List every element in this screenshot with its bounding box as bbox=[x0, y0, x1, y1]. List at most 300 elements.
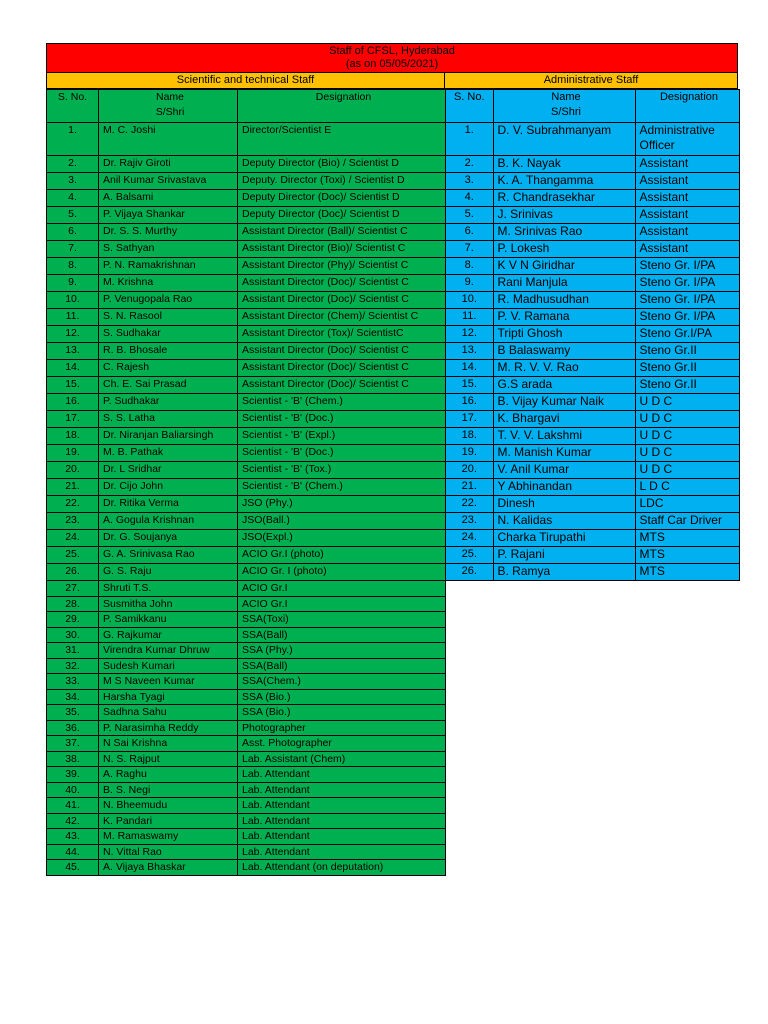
table-row bbox=[47, 813, 446, 829]
tables-container bbox=[46, 89, 738, 876]
scientific-staff-body bbox=[47, 123, 446, 876]
table-row bbox=[47, 751, 446, 767]
sno-cell: 13. bbox=[446, 343, 493, 360]
designation-cell: Assistant Director (Doc)/ Scientist C bbox=[238, 275, 446, 292]
designation-cell: L D C bbox=[635, 479, 739, 496]
sno-cell: 32. bbox=[47, 658, 99, 674]
sno-cell: 20. bbox=[446, 462, 493, 479]
table-row bbox=[47, 241, 446, 258]
table-row bbox=[446, 360, 739, 377]
name-cell: N Sai Krishna bbox=[99, 736, 238, 752]
sno-cell: 21. bbox=[446, 479, 493, 496]
table-row bbox=[47, 782, 446, 798]
name-cell: R. Chandrasekhar bbox=[493, 190, 635, 207]
designation-cell: Steno Gr. I/PA bbox=[635, 258, 739, 275]
name-cell: M. R. V. V. Rao bbox=[493, 360, 635, 377]
table-row bbox=[446, 224, 739, 241]
name-cell: N. S. Rajput bbox=[99, 751, 238, 767]
name-cell: Dr. G. Soujanya bbox=[99, 530, 238, 547]
designation-cell: Staff Car Driver bbox=[635, 513, 739, 530]
sno-cell: 18. bbox=[446, 428, 493, 445]
sno-cell: 44. bbox=[47, 844, 99, 860]
designation-cell: Lab. Assistant (Chem) bbox=[238, 751, 446, 767]
designation-cell: Assistant Director (Chem)/ Scientist C bbox=[238, 309, 446, 326]
table-row bbox=[47, 547, 446, 564]
designation-cell: Deputy Director (Doc)/ Scientist D bbox=[238, 207, 446, 224]
name-header-label: Name bbox=[551, 91, 581, 103]
name-cell: Dr. Cijo John bbox=[99, 479, 238, 496]
designation-header: Designation bbox=[635, 90, 739, 123]
sno-header: S. No. bbox=[446, 90, 493, 123]
sno-cell: 14. bbox=[446, 360, 493, 377]
sno-cell: 7. bbox=[446, 241, 493, 258]
table-row bbox=[446, 564, 739, 581]
designation-cell: Steno Gr.II bbox=[635, 343, 739, 360]
table-row bbox=[446, 496, 739, 513]
scientific-staff-table bbox=[46, 89, 446, 876]
name-cell: N. Bheemudu bbox=[99, 798, 238, 814]
designation-cell: SSA(Ball) bbox=[238, 658, 446, 674]
designation-cell: Steno Gr. I/PA bbox=[635, 275, 739, 292]
sno-cell: 8. bbox=[47, 258, 99, 275]
table-row bbox=[47, 309, 446, 326]
designation-cell: ACIO Gr.I bbox=[238, 581, 446, 597]
designation-cell: Assistant Director (Ball)/ Scientist C bbox=[238, 224, 446, 241]
table-row bbox=[47, 275, 446, 292]
designation-cell: JSO(Ball.) bbox=[238, 513, 446, 530]
designation-cell: ACIO Gr.I (photo) bbox=[238, 547, 446, 564]
sno-cell: 14. bbox=[47, 360, 99, 377]
table-row bbox=[446, 462, 739, 479]
sno-cell: 34. bbox=[47, 689, 99, 705]
table-row bbox=[47, 736, 446, 752]
name-cell: R. B. Bhosale bbox=[99, 343, 238, 360]
designation-cell: Scientist - 'B' (Chem.) bbox=[238, 394, 446, 411]
table-row bbox=[47, 224, 446, 241]
designation-cell: SSA(Toxi) bbox=[238, 612, 446, 628]
designation-cell: Photographer bbox=[238, 720, 446, 736]
designation-cell: Assistant Director (Tox)/ ScientistC bbox=[238, 326, 446, 343]
sno-cell: 26. bbox=[446, 564, 493, 581]
table-row bbox=[47, 496, 446, 513]
sno-cell: 37. bbox=[47, 736, 99, 752]
table-row bbox=[47, 530, 446, 547]
designation-cell: Deputy. Director (Toxi) / Scientist D bbox=[238, 173, 446, 190]
sno-cell: 39. bbox=[47, 767, 99, 783]
sno-cell: 45. bbox=[47, 860, 99, 876]
designation-cell: Lab. Attendant bbox=[238, 844, 446, 860]
sno-cell: 10. bbox=[47, 292, 99, 309]
sno-cell: 18. bbox=[47, 428, 99, 445]
designation-cell: U D C bbox=[635, 462, 739, 479]
name-cell: N. Kalidas bbox=[493, 513, 635, 530]
designation-cell: Lab. Attendant bbox=[238, 782, 446, 798]
sno-cell: 12. bbox=[47, 326, 99, 343]
name-cell: B. S. Negi bbox=[99, 782, 238, 798]
table-row bbox=[446, 207, 739, 224]
table-row bbox=[446, 173, 739, 190]
table-row bbox=[47, 394, 446, 411]
name-header-label: Name bbox=[155, 91, 184, 103]
designation-cell: ACIO Gr.I bbox=[238, 596, 446, 612]
designation-cell: SSA (Phy.) bbox=[238, 643, 446, 659]
name-cell: A. Vijaya Bhaskar bbox=[99, 860, 238, 876]
table-row bbox=[47, 860, 446, 876]
sno-cell: 22. bbox=[47, 496, 99, 513]
name-cell: M. Ramaswamy bbox=[99, 829, 238, 845]
sno-cell: 1. bbox=[47, 123, 99, 156]
name-cell: P. Venugopala Rao bbox=[99, 292, 238, 309]
name-cell: D. V. Subrahmanyam bbox=[493, 123, 635, 156]
designation-cell: U D C bbox=[635, 428, 739, 445]
sno-cell: 5. bbox=[47, 207, 99, 224]
table-row bbox=[47, 377, 446, 394]
name-cell: M. B. Pathak bbox=[99, 445, 238, 462]
designation-cell: Scientist - 'B' (Tox.) bbox=[238, 462, 446, 479]
sno-cell: 41. bbox=[47, 798, 99, 814]
administrative-staff-body bbox=[446, 123, 739, 581]
sno-cell: 9. bbox=[47, 275, 99, 292]
sno-cell: 3. bbox=[446, 173, 493, 190]
table-row bbox=[446, 190, 739, 207]
name-cell: V. Anil Kumar bbox=[493, 462, 635, 479]
name-cell: K. A. Thangamma bbox=[493, 173, 635, 190]
name-cell: R. Madhusudhan bbox=[493, 292, 635, 309]
table-row bbox=[47, 173, 446, 190]
name-cell: J. Srinivas bbox=[493, 207, 635, 224]
name-cell: N. Vittal Rao bbox=[99, 844, 238, 860]
table-row bbox=[47, 643, 446, 659]
sno-cell: 24. bbox=[47, 530, 99, 547]
name-cell: P. Narasimha Reddy bbox=[99, 720, 238, 736]
sno-cell: 16. bbox=[47, 394, 99, 411]
designation-cell: Assistant Director (Bio)/ Scientist C bbox=[238, 241, 446, 258]
name-cell: Shruti T.S. bbox=[99, 581, 238, 597]
sno-cell: 8. bbox=[446, 258, 493, 275]
designation-cell: MTS bbox=[635, 564, 739, 581]
name-cell: K V N Giridhar bbox=[493, 258, 635, 275]
designation-cell: U D C bbox=[635, 394, 739, 411]
table-row bbox=[47, 689, 446, 705]
table-row bbox=[47, 596, 446, 612]
sno-cell: 2. bbox=[446, 156, 493, 173]
sno-cell: 17. bbox=[446, 411, 493, 428]
name-cell: S. N. Rasool bbox=[99, 309, 238, 326]
designation-cell: MTS bbox=[635, 547, 739, 564]
section-header-row bbox=[46, 73, 738, 89]
name-cell: Susmitha John bbox=[99, 596, 238, 612]
sno-cell: 31. bbox=[47, 643, 99, 659]
name-cell: G.S arada bbox=[493, 377, 635, 394]
table-row bbox=[446, 241, 739, 258]
name-cell: Sudesh Kumari bbox=[99, 658, 238, 674]
table-row bbox=[47, 767, 446, 783]
sno-cell: 40. bbox=[47, 782, 99, 798]
sno-cell: 1. bbox=[446, 123, 493, 156]
name-header bbox=[493, 90, 635, 123]
designation-cell: Steno Gr. I/PA bbox=[635, 309, 739, 326]
name-cell: P. Lokesh bbox=[493, 241, 635, 258]
table-row bbox=[446, 343, 739, 360]
designation-cell: Assistant Director (Doc)/ Scientist C bbox=[238, 343, 446, 360]
sno-cell: 25. bbox=[47, 547, 99, 564]
name-header-sub: S/Shri bbox=[551, 106, 581, 118]
table-row bbox=[446, 530, 739, 547]
sno-cell: 29. bbox=[47, 612, 99, 628]
designation-cell: Assistant bbox=[635, 241, 739, 258]
designation-cell: Director/Scientist E bbox=[238, 123, 446, 156]
sno-cell: 5. bbox=[446, 207, 493, 224]
table-row bbox=[446, 377, 739, 394]
name-cell: Tripti Ghosh bbox=[493, 326, 635, 343]
name-cell: A. Raghu bbox=[99, 767, 238, 783]
name-cell: B Balaswamy bbox=[493, 343, 635, 360]
table-row bbox=[446, 123, 739, 156]
name-cell: K. Pandari bbox=[99, 813, 238, 829]
sheet-title bbox=[46, 43, 738, 73]
designation-cell: SSA(Chem.) bbox=[238, 674, 446, 690]
sno-cell: 38. bbox=[47, 751, 99, 767]
name-cell: Dr. L Sridhar bbox=[99, 462, 238, 479]
sno-cell: 11. bbox=[47, 309, 99, 326]
sno-cell: 27. bbox=[47, 581, 99, 597]
table-row bbox=[47, 612, 446, 628]
sno-cell: 6. bbox=[446, 224, 493, 241]
sno-cell: 21. bbox=[47, 479, 99, 496]
sno-cell: 20. bbox=[47, 462, 99, 479]
designation-cell: Lab. Attendant bbox=[238, 829, 446, 845]
name-cell: A. Balsami bbox=[99, 190, 238, 207]
table-row bbox=[47, 258, 446, 275]
sno-cell: 35. bbox=[47, 705, 99, 721]
table-row bbox=[446, 258, 739, 275]
name-cell: P. N. Ramakrishnan bbox=[99, 258, 238, 275]
name-header bbox=[99, 90, 238, 123]
table-row bbox=[446, 547, 739, 564]
sno-cell: 2. bbox=[47, 156, 99, 173]
designation-cell: MTS bbox=[635, 530, 739, 547]
designation-cell: U D C bbox=[635, 445, 739, 462]
designation-cell: Asst. Photographer bbox=[238, 736, 446, 752]
sno-cell: 36. bbox=[47, 720, 99, 736]
name-cell: T. V. V. Lakshmi bbox=[493, 428, 635, 445]
designation-cell: Assistant Director (Doc)/ Scientist C bbox=[238, 292, 446, 309]
designation-cell: Scientist - 'B' (Expl.) bbox=[238, 428, 446, 445]
designation-cell: Assistant bbox=[635, 190, 739, 207]
designation-cell: SSA (Bio.) bbox=[238, 689, 446, 705]
name-cell: Charka Tirupathi bbox=[493, 530, 635, 547]
sno-cell: 15. bbox=[47, 377, 99, 394]
table-row bbox=[47, 564, 446, 581]
table-row bbox=[446, 292, 739, 309]
name-cell: Anil Kumar Srivastava bbox=[99, 173, 238, 190]
sno-cell: 15. bbox=[446, 377, 493, 394]
name-cell: A. Gogula Krishnan bbox=[99, 513, 238, 530]
table-row bbox=[47, 343, 446, 360]
designation-cell: Scientist - 'B' (Doc.) bbox=[238, 411, 446, 428]
sno-cell: 43. bbox=[47, 829, 99, 845]
table-row bbox=[446, 156, 739, 173]
designation-cell: Assistant bbox=[635, 156, 739, 173]
name-cell: Virendra Kumar Dhruw bbox=[99, 643, 238, 659]
sno-cell: 19. bbox=[47, 445, 99, 462]
sno-cell: 6. bbox=[47, 224, 99, 241]
name-cell: K. Bhargavi bbox=[493, 411, 635, 428]
table-row bbox=[446, 513, 739, 530]
designation-cell: U D C bbox=[635, 411, 739, 428]
table-row bbox=[47, 445, 446, 462]
designation-cell: Lab. Attendant bbox=[238, 767, 446, 783]
title-line-1: Staff of CFSL, Hyderabad bbox=[329, 45, 455, 57]
table-row bbox=[47, 292, 446, 309]
table-row bbox=[47, 360, 446, 377]
designation-cell: Steno Gr.I/PA bbox=[635, 326, 739, 343]
designation-cell: Assistant bbox=[635, 224, 739, 241]
sno-cell: 28. bbox=[47, 596, 99, 612]
designation-cell: Deputy Director (Bio) / Scientist D bbox=[238, 156, 446, 173]
name-cell: G. A. Srinivasa Rao bbox=[99, 547, 238, 564]
designation-header: Designation bbox=[238, 90, 446, 123]
name-cell: S. Sathyan bbox=[99, 241, 238, 258]
designation-cell: SSA (Bio.) bbox=[238, 705, 446, 721]
sno-cell: 13. bbox=[47, 343, 99, 360]
name-cell: Dr. S. S. Murthy bbox=[99, 224, 238, 241]
table-row bbox=[47, 720, 446, 736]
table-row bbox=[47, 829, 446, 845]
sno-cell: 9. bbox=[446, 275, 493, 292]
table-row bbox=[47, 798, 446, 814]
section-administrative-title: Administrative Staff bbox=[445, 73, 738, 89]
sno-cell: 23. bbox=[47, 513, 99, 530]
designation-cell: Assistant Director (Doc)/ Scientist C bbox=[238, 360, 446, 377]
sno-cell: 25. bbox=[446, 547, 493, 564]
sno-cell: 26. bbox=[47, 564, 99, 581]
designation-cell: Administrative Officer bbox=[635, 123, 739, 156]
table-row bbox=[446, 411, 739, 428]
table-row bbox=[47, 513, 446, 530]
table-row bbox=[47, 705, 446, 721]
designation-cell: Assistant Director (Phy)/ Scientist C bbox=[238, 258, 446, 275]
sno-cell: 3. bbox=[47, 173, 99, 190]
sno-cell: 12. bbox=[446, 326, 493, 343]
table-row bbox=[47, 190, 446, 207]
name-cell: P. Samikkanu bbox=[99, 612, 238, 628]
designation-cell: LDC bbox=[635, 496, 739, 513]
designation-cell: Steno Gr. I/PA bbox=[635, 292, 739, 309]
sno-cell: 16. bbox=[446, 394, 493, 411]
table-row bbox=[47, 479, 446, 496]
designation-cell: JSO (Phy.) bbox=[238, 496, 446, 513]
name-cell: Dr. Ritika Verma bbox=[99, 496, 238, 513]
name-cell: M. Manish Kumar bbox=[493, 445, 635, 462]
administrative-staff-table bbox=[446, 89, 740, 581]
table-row bbox=[47, 326, 446, 343]
sno-cell: 22. bbox=[446, 496, 493, 513]
designation-cell: Steno Gr.II bbox=[635, 360, 739, 377]
sno-cell: 11. bbox=[446, 309, 493, 326]
name-cell: M. Srinivas Rao bbox=[493, 224, 635, 241]
table-header-row bbox=[446, 90, 739, 123]
name-cell: P. Sudhakar bbox=[99, 394, 238, 411]
name-cell: B. K. Nayak bbox=[493, 156, 635, 173]
name-cell: Ch. E. Sai Prasad bbox=[99, 377, 238, 394]
table-row bbox=[47, 462, 446, 479]
table-row bbox=[47, 411, 446, 428]
sno-cell: 19. bbox=[446, 445, 493, 462]
name-cell: Dinesh bbox=[493, 496, 635, 513]
designation-cell: Steno Gr.II bbox=[635, 377, 739, 394]
name-cell: Dr. Niranjan Baliarsingh bbox=[99, 428, 238, 445]
section-scientific-title: Scientific and technical Staff bbox=[46, 73, 445, 89]
name-cell: Harsha Tyagi bbox=[99, 689, 238, 705]
designation-cell: ACIO Gr. I (photo) bbox=[238, 564, 446, 581]
name-cell: Sadhna Sahu bbox=[99, 705, 238, 721]
name-cell: Dr. Rajiv Giroti bbox=[99, 156, 238, 173]
name-cell: S. S. Latha bbox=[99, 411, 238, 428]
name-cell: S. Sudhakar bbox=[99, 326, 238, 343]
staff-sheet bbox=[46, 43, 738, 876]
table-row bbox=[446, 309, 739, 326]
name-cell: Rani Manjula bbox=[493, 275, 635, 292]
table-row bbox=[446, 394, 739, 411]
sno-cell: 7. bbox=[47, 241, 99, 258]
designation-cell: Lab. Attendant bbox=[238, 813, 446, 829]
name-cell: C. Rajesh bbox=[99, 360, 238, 377]
sno-cell: 4. bbox=[47, 190, 99, 207]
name-cell: M. C. Joshi bbox=[99, 123, 238, 156]
name-cell: P. Vijaya Shankar bbox=[99, 207, 238, 224]
name-header-sub: S/Shri bbox=[155, 106, 185, 118]
table-header-row bbox=[47, 90, 446, 123]
sno-cell: 10. bbox=[446, 292, 493, 309]
designation-cell: Assistant Director (Doc)/ Scientist C bbox=[238, 377, 446, 394]
sno-cell: 33. bbox=[47, 674, 99, 690]
name-cell: P. V. Ramana bbox=[493, 309, 635, 326]
table-row bbox=[47, 123, 446, 156]
name-cell: G. Rajkumar bbox=[99, 627, 238, 643]
table-row bbox=[47, 627, 446, 643]
table-row bbox=[47, 581, 446, 597]
sno-cell: 30. bbox=[47, 627, 99, 643]
designation-cell: Scientist - 'B' (Chem.) bbox=[238, 479, 446, 496]
sno-cell: 4. bbox=[446, 190, 493, 207]
table-row bbox=[47, 156, 446, 173]
name-cell: P. Rajani bbox=[493, 547, 635, 564]
name-cell: G. S. Raju bbox=[99, 564, 238, 581]
name-cell: B. Vijay Kumar Naik bbox=[493, 394, 635, 411]
table-row bbox=[446, 275, 739, 292]
name-cell: M S Naveen Kumar bbox=[99, 674, 238, 690]
table-row bbox=[446, 479, 739, 496]
sno-cell: 23. bbox=[446, 513, 493, 530]
designation-cell: Scientist - 'B' (Doc.) bbox=[238, 445, 446, 462]
table-row bbox=[446, 445, 739, 462]
table-row bbox=[47, 658, 446, 674]
designation-cell: Lab. Attendant (on deputation) bbox=[238, 860, 446, 876]
designation-cell: Lab. Attendant bbox=[238, 798, 446, 814]
table-row bbox=[47, 428, 446, 445]
table-row bbox=[47, 844, 446, 860]
table-row bbox=[446, 326, 739, 343]
sno-cell: 24. bbox=[446, 530, 493, 547]
sno-cell: 17. bbox=[47, 411, 99, 428]
sno-cell: 42. bbox=[47, 813, 99, 829]
table-row bbox=[47, 674, 446, 690]
table-row bbox=[446, 428, 739, 445]
designation-cell: SSA(Ball) bbox=[238, 627, 446, 643]
name-cell: M. Krishna bbox=[99, 275, 238, 292]
name-cell: Y Abhinandan bbox=[493, 479, 635, 496]
